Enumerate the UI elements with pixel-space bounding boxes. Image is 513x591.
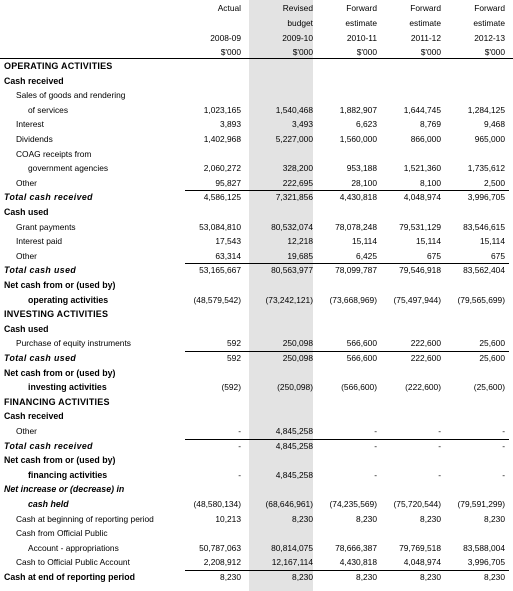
table-row xyxy=(0,555,513,570)
header-col-2-unit: $'000 xyxy=(292,47,313,57)
table-row xyxy=(0,307,513,322)
row-value-col-5: 1,735,612 xyxy=(467,163,505,174)
header-col-3-year: 2010-11 xyxy=(346,33,377,43)
table-row xyxy=(0,74,513,89)
row-value-col-2: (73,242,121) xyxy=(265,294,313,305)
table-row xyxy=(0,453,513,468)
table-row xyxy=(0,526,513,541)
row-value-col-5: - xyxy=(502,440,505,451)
row-value-col-4: (75,497,944) xyxy=(393,294,441,305)
header-col-2-year: 2009-10 xyxy=(282,33,313,43)
row-value-col-4: - xyxy=(438,469,441,480)
header-col-4-unit: $'000 xyxy=(420,47,441,57)
row-value-col-1: 1,023,165 xyxy=(203,104,241,115)
row-value-col-1: 17,543 xyxy=(215,236,241,247)
table-row xyxy=(0,147,513,162)
row-value-col-1: 63,314 xyxy=(215,250,241,261)
row-label: Cash from Official Public xyxy=(16,528,108,539)
row-value-col-4: 4,048,974 xyxy=(403,557,441,568)
row-label: Other xyxy=(16,426,37,436)
header-col-2-line1: Revised xyxy=(282,3,313,13)
row-value-col-3: 1,882,907 xyxy=(339,104,377,115)
row-value-col-3: 8,230 xyxy=(356,572,377,582)
row-value-col-1: - xyxy=(238,440,241,451)
row-value-col-4: 222,600 xyxy=(410,338,441,349)
row-label: Cash to Official Public Account xyxy=(16,557,130,568)
header-col-3-line1: Forward xyxy=(346,3,377,13)
table-row xyxy=(0,220,513,235)
row-value-col-1: 4,586,125 xyxy=(203,192,241,203)
row-label: Total cash received xyxy=(4,440,93,451)
row-label: Sales of goods and rendering xyxy=(16,90,126,101)
row-value-col-1: (48,580,134) xyxy=(193,499,241,509)
row-value-col-2: 12,167,114 xyxy=(271,557,313,568)
row-value-col-4: 8,100 xyxy=(420,177,441,188)
table-row xyxy=(0,190,513,205)
row-value-col-2: 12,218 xyxy=(287,236,313,247)
row-value-col-2: 4,845,258 xyxy=(275,440,313,451)
table-row xyxy=(0,234,513,249)
row-value-col-2: 328,200 xyxy=(282,163,313,174)
row-value-col-5: 2,500 xyxy=(484,177,505,188)
row-value-col-4: 4,048,974 xyxy=(403,192,441,203)
row-value-col-3: 4,430,818 xyxy=(339,557,377,568)
row-value-col-1: 95,827 xyxy=(215,177,241,188)
table-row xyxy=(0,409,513,424)
row-label: Dividends xyxy=(16,134,53,144)
row-value-col-5: 3,996,705 xyxy=(467,192,505,203)
row-value-col-1: 3,893 xyxy=(220,119,241,130)
row-value-col-1: 10,213 xyxy=(215,513,241,524)
row-label: Interest paid xyxy=(16,236,63,247)
row-label: Net cash from or (used by) xyxy=(4,280,116,290)
table-row xyxy=(0,117,513,132)
row-label: Other xyxy=(16,250,37,261)
table-row xyxy=(0,439,513,454)
table-row xyxy=(0,482,513,497)
row-value-col-3: 566,600 xyxy=(346,338,377,349)
table-row xyxy=(0,322,513,337)
header-col-5-line1: Forward xyxy=(474,3,505,13)
row-value-col-2: 80,563,977 xyxy=(271,265,313,276)
row-value-col-3: 78,666,387 xyxy=(335,542,377,553)
row-value-col-5: 83,546,615 xyxy=(463,221,505,232)
row-value-col-3: 953,188 xyxy=(346,163,377,174)
table-row xyxy=(0,88,513,103)
row-label: operating activities xyxy=(28,294,109,305)
row-value-col-2: 4,845,258 xyxy=(275,426,313,436)
row-value-col-4: 79,531,129 xyxy=(399,221,441,232)
row-value-col-5: 3,996,705 xyxy=(467,557,505,568)
row-value-col-1: 8,230 xyxy=(220,572,241,582)
row-value-col-4: 79,546,918 xyxy=(399,265,441,276)
table-row xyxy=(0,278,513,293)
row-label: Cash received xyxy=(4,75,64,86)
row-label: of services xyxy=(28,104,69,115)
row-value-col-5: 25,600 xyxy=(479,353,505,363)
header-col-1-unit: $'000 xyxy=(220,47,241,57)
row-value-col-4: 8,769 xyxy=(420,119,441,130)
row-label: Account - appropriations xyxy=(28,542,119,553)
row-label: COAG receipts from xyxy=(16,148,92,159)
row-value-col-4: - xyxy=(438,426,441,436)
row-value-col-1: - xyxy=(238,426,241,436)
row-label: Interest xyxy=(16,119,44,130)
row-value-col-2: (250,098) xyxy=(277,382,313,393)
row-value-col-4: 866,000 xyxy=(410,134,441,144)
header-col-5-line2: estimate xyxy=(473,18,505,28)
row-value-col-2: 19,685 xyxy=(287,250,313,261)
row-value-col-5: 83,588,004 xyxy=(463,542,505,553)
row-label: Net cash from or (used by) xyxy=(4,455,116,466)
row-value-col-2: 250,098 xyxy=(282,353,313,363)
row-value-col-1: - xyxy=(238,469,241,480)
row-value-col-4: 1,521,360 xyxy=(403,163,441,174)
row-value-col-1: 1,402,968 xyxy=(203,134,241,144)
row-value-col-1: (48,579,542) xyxy=(193,294,241,305)
row-label: Total cash used xyxy=(4,353,77,363)
table-row xyxy=(0,570,513,585)
table-row xyxy=(0,263,513,278)
row-value-col-3: 28,100 xyxy=(351,177,377,188)
row-value-col-3: 8,230 xyxy=(356,513,377,524)
table-row xyxy=(0,293,513,308)
row-value-col-5: 9,468 xyxy=(484,119,505,130)
row-label: INVESTING ACTIVITIES xyxy=(4,309,109,320)
row-value-col-3: 1,560,000 xyxy=(339,134,377,144)
row-value-col-4: - xyxy=(438,440,441,451)
row-value-col-1: 50,787,063 xyxy=(199,542,241,553)
row-value-col-3: - xyxy=(374,426,377,436)
row-value-col-2: 4,845,258 xyxy=(275,469,313,480)
table-row xyxy=(0,497,513,512)
table-row xyxy=(0,395,513,410)
row-value-col-1: 2,060,272 xyxy=(203,163,241,174)
header-col-4-year: 2011-12 xyxy=(410,33,441,43)
row-value-col-4: 8,230 xyxy=(420,572,441,582)
row-value-col-5: - xyxy=(502,426,505,436)
row-value-col-2: 250,098 xyxy=(282,338,313,349)
row-value-col-5: 8,230 xyxy=(484,572,505,582)
row-value-col-1: 592 xyxy=(227,338,241,349)
row-label: financing activities xyxy=(28,469,108,480)
row-value-col-4: (222,600) xyxy=(405,382,441,393)
row-label: Cash used xyxy=(4,207,49,217)
row-value-col-3: 78,078,248 xyxy=(335,221,377,232)
row-value-col-5: 8,230 xyxy=(484,513,505,524)
table-row xyxy=(0,249,513,264)
row-value-col-2: 8,230 xyxy=(292,513,313,524)
row-label: government agencies xyxy=(28,163,109,174)
header-col-2-line2: budget xyxy=(287,18,313,28)
row-label: investing activities xyxy=(28,382,107,393)
row-value-col-1: (592) xyxy=(221,382,241,393)
table-row xyxy=(0,161,513,176)
row-value-col-5: 25,600 xyxy=(479,338,505,349)
row-label: Cash at end of reporting period xyxy=(4,572,135,582)
row-value-col-2: (68,646,961) xyxy=(265,499,313,509)
row-value-col-3: 566,600 xyxy=(346,353,377,363)
row-label: Cash received xyxy=(4,411,64,422)
row-value-col-2: 80,814,075 xyxy=(271,542,313,553)
row-label: Net increase or (decrease) in xyxy=(4,484,125,495)
row-value-col-2: 5,227,000 xyxy=(275,134,313,144)
row-value-col-3: 15,114 xyxy=(352,236,377,247)
table-row xyxy=(0,103,513,118)
row-value-col-5: (25,600) xyxy=(473,382,505,393)
row-value-col-1: 592 xyxy=(227,353,241,363)
header-col-1-line1: Actual xyxy=(217,3,241,13)
header-col-3-unit: $'000 xyxy=(356,47,377,57)
header-col-1-year: 2008-09 xyxy=(210,33,241,43)
row-value-col-5: 965,000 xyxy=(474,134,505,144)
row-value-col-1: 53,084,810 xyxy=(199,221,241,232)
row-label: FINANCING ACTIVITIES xyxy=(4,396,110,407)
row-label: Total cash used xyxy=(4,265,77,276)
header-col-5-unit: $'000 xyxy=(484,47,505,57)
table-row xyxy=(0,468,513,483)
row-value-col-5: - xyxy=(502,469,505,480)
row-value-col-3: (566,600) xyxy=(341,382,377,393)
header-col-4-line1: Forward xyxy=(410,3,441,13)
row-label: Purchase of equity instruments xyxy=(16,338,131,349)
row-value-col-4: 675 xyxy=(427,250,441,261)
table-row xyxy=(0,59,513,74)
row-value-col-3: (74,235,569) xyxy=(329,499,377,509)
row-value-col-4: 8,230 xyxy=(420,513,441,524)
row-value-col-3: 6,623 xyxy=(356,119,377,130)
table-row xyxy=(0,205,513,220)
table-row xyxy=(0,132,513,147)
row-value-col-4: 222,600 xyxy=(410,353,441,363)
row-label: Grant payments xyxy=(16,221,76,232)
row-value-col-2: 222,695 xyxy=(282,177,313,188)
table-row xyxy=(0,380,513,395)
row-label: Other xyxy=(16,177,37,188)
row-label: Cash at beginning of reporting period xyxy=(16,513,154,524)
row-value-col-4: (75,720,544) xyxy=(393,499,441,509)
table-row xyxy=(0,176,513,191)
row-label: Cash used xyxy=(4,323,49,334)
row-value-col-2: 3,493 xyxy=(292,119,313,130)
header-col-5-year: 2012-13 xyxy=(474,33,505,43)
row-value-col-1: 53,165,667 xyxy=(199,265,241,276)
row-value-col-5: (79,591,299) xyxy=(457,499,505,509)
row-value-col-2: 8,230 xyxy=(292,572,313,582)
row-value-col-3: 4,430,818 xyxy=(339,192,377,203)
row-value-col-3: 6,425 xyxy=(356,250,377,261)
row-value-col-3: - xyxy=(374,469,377,480)
row-label: Net cash from or (used by) xyxy=(4,367,116,378)
row-value-col-4: 79,769,518 xyxy=(399,542,441,553)
header-col-4-line2: estimate xyxy=(409,18,441,28)
row-value-col-4: 1,644,745 xyxy=(403,104,441,115)
table-row xyxy=(0,512,513,527)
row-value-col-3: (73,668,969) xyxy=(329,294,377,305)
row-label: cash held xyxy=(28,499,69,509)
row-value-col-5: 83,562,404 xyxy=(463,265,505,276)
row-value-col-5: (79,565,699) xyxy=(457,294,505,305)
row-value-col-5: 15,114 xyxy=(480,236,505,247)
row-value-col-4: 15,114 xyxy=(416,236,441,247)
row-label: OPERATING ACTIVITIES xyxy=(4,61,113,71)
row-value-col-2: 1,540,468 xyxy=(275,104,313,115)
row-value-col-3: - xyxy=(374,440,377,451)
row-value-col-2: 7,321,856 xyxy=(275,192,313,203)
table-row xyxy=(0,336,513,351)
table-row xyxy=(0,424,513,439)
table-row xyxy=(0,366,513,381)
header-col-3-line2: estimate xyxy=(345,18,377,28)
row-value-col-1: 2,208,912 xyxy=(203,557,241,568)
row-value-col-3: 78,099,787 xyxy=(335,265,377,276)
row-value-col-5: 1,284,125 xyxy=(467,104,505,115)
table-row xyxy=(0,541,513,556)
table-row xyxy=(0,351,513,366)
row-label: Total cash received xyxy=(4,192,93,203)
row-value-col-5: 675 xyxy=(491,250,505,261)
row-value-col-2: 80,532,074 xyxy=(271,221,313,232)
